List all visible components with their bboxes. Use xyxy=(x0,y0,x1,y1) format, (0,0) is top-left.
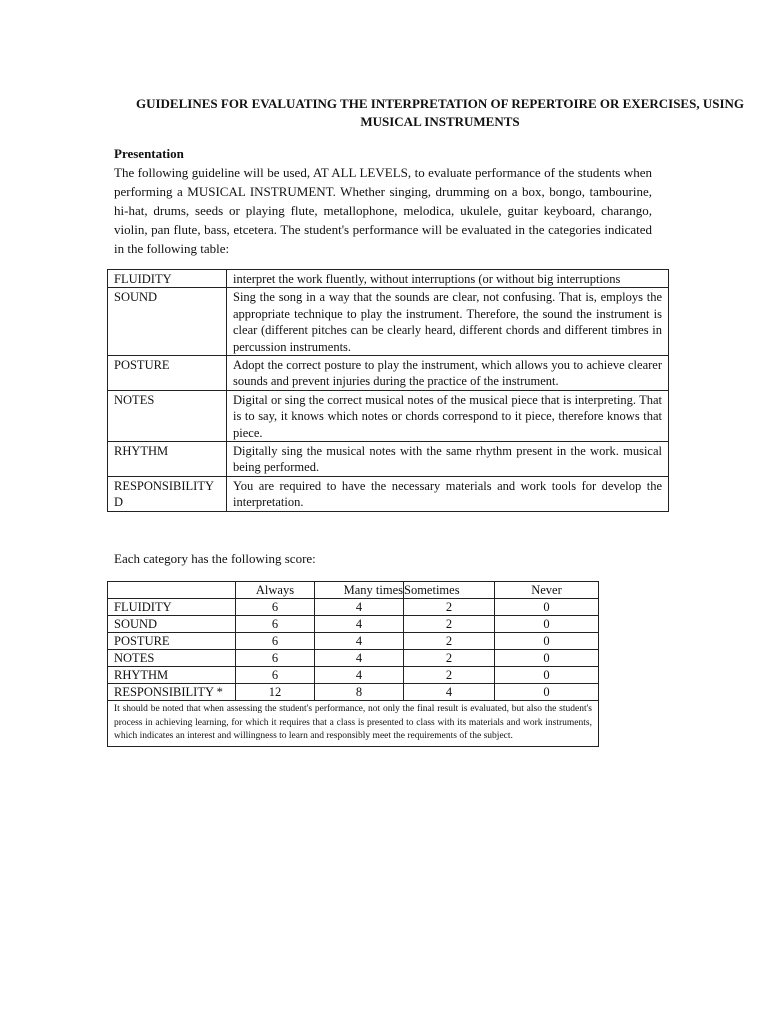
score-cell: 4 xyxy=(315,667,404,684)
column-header: Many times xyxy=(315,582,404,599)
table-row xyxy=(108,390,669,441)
table-row xyxy=(108,684,599,701)
score-cell: 0 xyxy=(495,684,599,701)
table-row xyxy=(108,270,669,288)
category-cell: SOUND xyxy=(108,616,236,633)
score-cell: 2 xyxy=(404,633,495,650)
score-intro: Each category has the following score: xyxy=(114,551,316,566)
criterion-name: RHYTHM xyxy=(108,442,227,477)
criterion-name: FLUIDITY xyxy=(108,270,227,288)
score-cell: 12 xyxy=(236,684,315,701)
criteria-table xyxy=(107,269,669,512)
table-row xyxy=(108,667,599,684)
score-cell: 4 xyxy=(315,616,404,633)
document-title: GUIDELINES FOR EVALUATING THE INTERPRETATION OF REPERTOIRE OR EXERCISES, USING MUSICAL INSTRUMENTS xyxy=(135,96,745,129)
score-cell: 6 xyxy=(236,633,315,650)
category-cell: FLUIDITY xyxy=(108,599,236,616)
score-cell: 0 xyxy=(495,650,599,667)
score-cell: 4 xyxy=(404,684,495,701)
score-table xyxy=(107,581,599,747)
criterion-description: Sing the song in a way that the sounds are clear, not confusing. That is, employs the appropriate technique to play the instrument. Therefore, the sound the instrument is clear (different pitches can be clearly heard, different chords and different timbres in percussion instruments. xyxy=(227,288,669,356)
score-cell: 4 xyxy=(315,633,404,650)
table-row xyxy=(108,476,669,511)
column-header: Never xyxy=(495,582,599,599)
score-cell: 2 xyxy=(404,616,495,633)
category-cell: NOTES xyxy=(108,650,236,667)
table-row xyxy=(108,633,599,650)
table-row xyxy=(108,356,669,391)
table-row xyxy=(108,616,599,633)
score-cell: 6 xyxy=(236,650,315,667)
column-header: Always xyxy=(236,582,315,599)
column-header xyxy=(108,582,236,599)
table-row xyxy=(108,701,599,747)
score-cell: 2 xyxy=(404,599,495,616)
score-cell: 0 xyxy=(495,633,599,650)
category-cell: RESPONSIBILITY * xyxy=(108,684,236,701)
table-row xyxy=(108,599,599,616)
table-header-row xyxy=(108,582,599,599)
table-row xyxy=(108,650,599,667)
table-row xyxy=(108,288,669,356)
criterion-name: NOTES xyxy=(108,390,227,441)
footnote: It should be noted that when assessing the student's performance, not only the final result is evaluated, but also the student's process in achieving learning, for which it requires that a class is presented to class with its materials and work instruments, which indicates an interest and willingness to learn and responsibly meet the requirements of the subject. xyxy=(108,701,599,747)
section-heading: Presentation xyxy=(114,146,184,161)
score-cell: 0 xyxy=(495,667,599,684)
criterion-description: Digital or sing the correct musical notes of the musical piece that is interpreting. That is to say, it knows which notes or chords correspond to it piece, therefore knows that piece. xyxy=(227,390,669,441)
criterion-description: Digitally sing the musical notes with the same rhythm present in the work. musical being performed. xyxy=(227,442,669,477)
criterion-description: Adopt the correct posture to play the instrument, which allows you to achieve clearer sounds and prevent injuries during the practice of the instrument. xyxy=(227,356,669,391)
score-cell: 4 xyxy=(315,650,404,667)
score-cell: 2 xyxy=(404,667,495,684)
score-cell: 0 xyxy=(495,599,599,616)
criterion-name: RESPONSIBILITYD xyxy=(108,476,227,511)
score-cell: 0 xyxy=(495,616,599,633)
category-cell: RHYTHM xyxy=(108,667,236,684)
score-cell: 2 xyxy=(404,650,495,667)
intro-paragraph: The following guideline will be used, AT ALL LEVELS, to evaluate performance of the students when performing a MUSICAL INSTRUMENT. Whether singing, drumming on a box, bongo, tambourine, hi-hat, drums, seeds or playing flute, metallophone, melodica, ukulele, guitar keyboard, charango, violin, pan flute, bass, etcetera. The student's performance will be evaluated in the categories indicated in the following table: xyxy=(114,165,652,256)
table-row xyxy=(108,442,669,477)
criterion-name: POSTURE xyxy=(108,356,227,391)
category-cell: POSTURE xyxy=(108,633,236,650)
score-cell: 6 xyxy=(236,599,315,616)
score-cell: 4 xyxy=(315,599,404,616)
column-header: Sometimes xyxy=(404,582,495,599)
criterion-name: SOUND xyxy=(108,288,227,356)
criterion-description: interpret the work fluently, without interruptions (or without big interruptions xyxy=(227,270,669,288)
score-cell: 6 xyxy=(236,667,315,684)
score-cell: 6 xyxy=(236,616,315,633)
score-cell: 8 xyxy=(315,684,404,701)
criterion-description: You are required to have the necessary materials and work tools for develop the interpretation. xyxy=(227,476,669,511)
